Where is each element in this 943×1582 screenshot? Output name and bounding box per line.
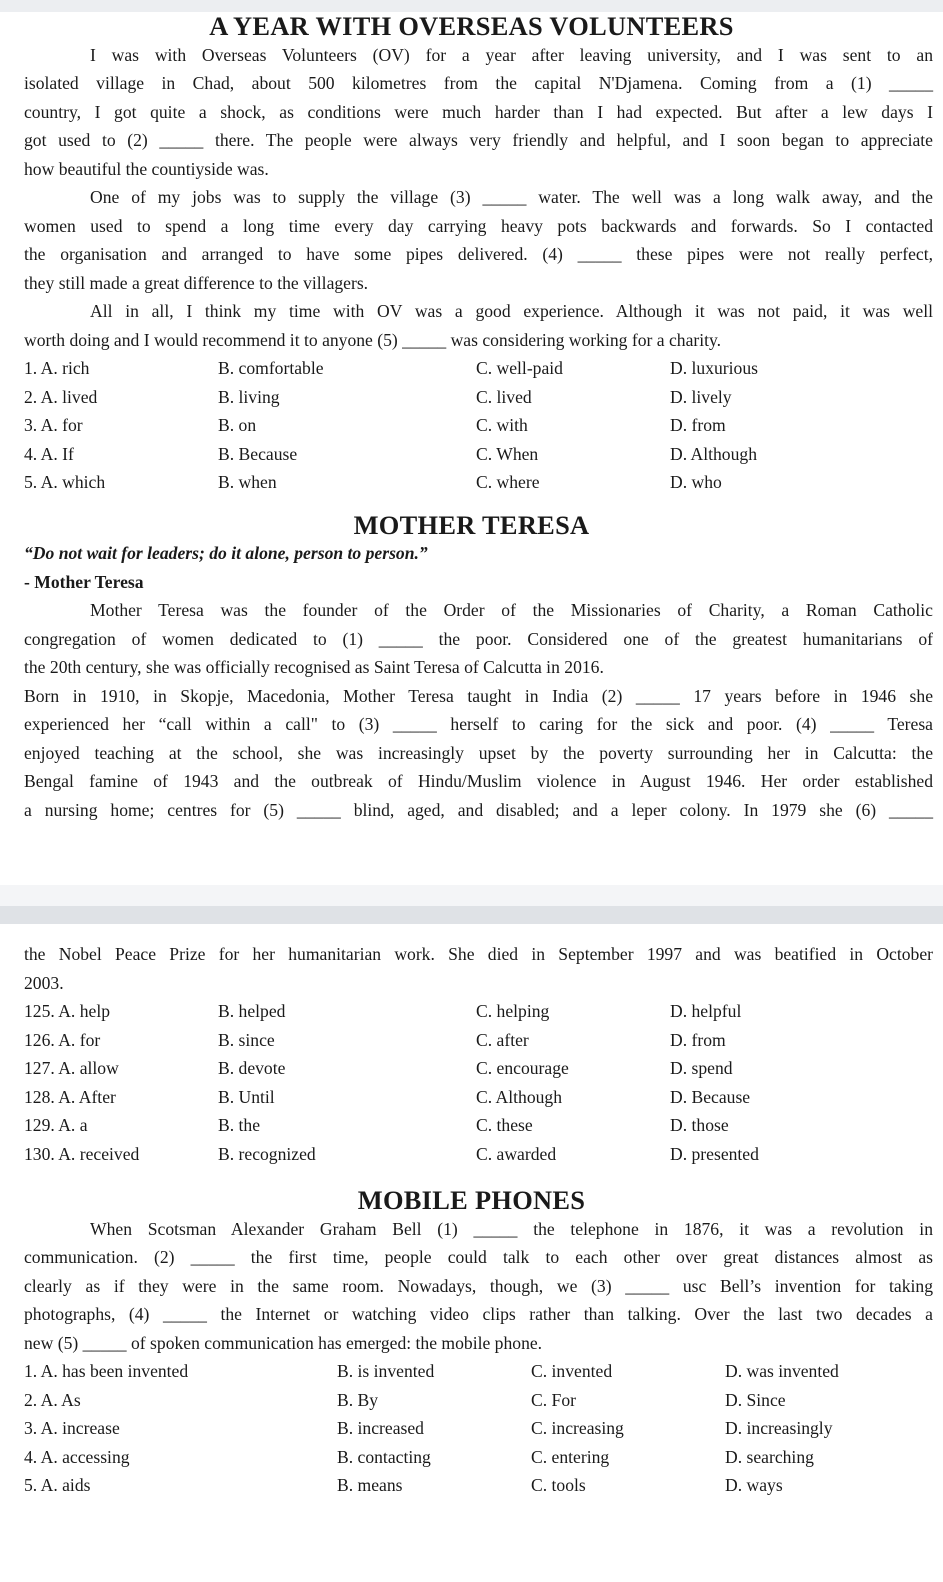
passage-mobile: [0, 1215, 943, 1358]
option-row: [0, 383, 943, 412]
option-b: B. is invented: [337, 1361, 435, 1381]
upper-page: [0, 12, 943, 824]
passage-line: women used to spend a long time every day carrying heavy pots backwards and forwards. So I contacted: [24, 215, 933, 236]
option-b: B. the: [218, 1115, 261, 1135]
option-a: 127. A. allow: [24, 1058, 119, 1078]
passage-line: how beautiful the countiyside was.: [24, 158, 269, 179]
option-c: C. encourage: [476, 1058, 569, 1078]
option-c: C. tools: [531, 1475, 586, 1495]
option-d: D. increasingly: [725, 1418, 833, 1438]
passage-line: the Nobel Peace Prize for her humanitarian work. She died in September 1997 and was beatified in October: [24, 944, 933, 964]
option-c: C. where: [476, 472, 540, 492]
option-d: D. searching: [725, 1446, 814, 1467]
option-d: D. helpful: [670, 1001, 742, 1021]
option-c: C. increasing: [531, 1418, 624, 1438]
option-b: B. recognized: [218, 1143, 316, 1164]
option-a: 125. A. help: [24, 1001, 111, 1021]
options-mobile: [0, 1357, 943, 1500]
option-b: B. helped: [218, 1001, 286, 1021]
passage-line: a nursing home; centres for (5) _____ blind, aged, and disabled; and a leper colony. In 1979 she (6) _____: [24, 799, 933, 820]
option-a: 129. A. a: [24, 1115, 88, 1135]
option-b: B. when: [218, 472, 277, 492]
passage-line: got used to (2) _____ there. The people were always very friendly and helpful, and I soon began to appreciate: [24, 130, 933, 150]
option-b: B. comfortable: [218, 358, 324, 378]
passage-line: the 20th century, she was officially recognised as Saint Teresa of Calcutta in 2016.: [24, 657, 604, 677]
option-b: B. By: [337, 1389, 379, 1410]
passage-line: Mother Teresa was the founder of the Order of the Missionaries of Charity, a Roman Catholic: [90, 600, 933, 620]
option-c: C. invented: [531, 1361, 613, 1381]
passage-line: isolated village in Chad, about 500 kilometres from the capital N'Djamena. Coming from a (1) _____: [24, 73, 933, 93]
passage-line: photographs, (4) _____ the Internet or watching video clips rather than talking. Over the last two decades a: [24, 1304, 933, 1324]
page-divider: [0, 906, 943, 924]
section-title-mobile: MOBILE PHONES: [357, 1185, 586, 1215]
option-row: [0, 1054, 943, 1083]
passage-line: 2003.: [24, 972, 64, 993]
option-d: D. from: [670, 1029, 726, 1050]
option-a: 1. A. has been invented: [24, 1361, 189, 1381]
passage-teresa: [0, 596, 943, 824]
passage-line: country, I got quite a shock, as conditions were much harder than I had expected. But after a lew days I: [24, 101, 933, 122]
epigraph-attribution: - Mother Teresa: [24, 571, 144, 592]
option-c: C. helping: [476, 1001, 550, 1021]
option-d: D. from: [670, 415, 726, 435]
option-d: D. presented: [670, 1143, 759, 1164]
passage-line: All in all, I think my time with OV was a good experience. Although it was not paid, it was well: [90, 301, 933, 321]
passage-line: worth doing and I would recommend it to anyone (5) _____ was considering working for a charity.: [24, 329, 722, 350]
option-d: D. Because: [670, 1086, 751, 1107]
option-d: D. spend: [670, 1058, 733, 1078]
option-d: D. was invented: [725, 1361, 839, 1381]
option-row: [0, 1140, 943, 1169]
passage-line: enjoyed teaching at the school, she was increasingly upset by the poverty surrounding her in Calcutta: the: [24, 742, 933, 763]
section-title-teresa: MOTHER TERESA: [353, 509, 590, 540]
option-b: B. Because: [218, 443, 298, 464]
option-d: D. Although: [670, 443, 757, 464]
option-a: 5. A. aids: [24, 1475, 91, 1495]
options-teresa: [0, 997, 943, 1168]
passage-line: When Scotsman Alexander Graham Bell (1) _____ the telephone in 1876, it was a revolution in: [90, 1218, 933, 1239]
spacer: [0, 1168, 943, 1186]
passage-line: One of my jobs was to supply the village (3) _____ water. The well was a long walk away, and the: [90, 187, 933, 207]
passage-line: they still made a great difference to the villagers.: [24, 272, 369, 293]
option-row: [0, 1083, 943, 1112]
option-a: 3. A. increase: [24, 1418, 120, 1438]
option-row: [0, 1414, 943, 1443]
option-b: B. increased: [337, 1418, 424, 1438]
option-row: [0, 411, 943, 440]
option-d: D. lively: [670, 386, 732, 407]
option-d: D. those: [670, 1115, 729, 1135]
option-a: 2. A. lived: [24, 386, 98, 407]
option-b: B. since: [218, 1029, 275, 1050]
option-c: C. lived: [476, 386, 532, 407]
spacer: [0, 497, 943, 511]
passage-line: communication. (2) _____ the first time, people could talk to each other over great distances almost as: [24, 1247, 933, 1267]
passage-line: congregation of women dedicated to (1) _____ the poor. Considered one of the greatest humanitarians of: [24, 628, 933, 649]
passage-line: the organisation and arranged to have some pipes delivered. (4) _____ these pipes were not really perfect,: [24, 244, 933, 264]
option-c: C. When: [476, 443, 539, 464]
option-row: [0, 1386, 943, 1415]
option-a: 128. A. After: [24, 1086, 116, 1107]
option-a: 130. A. received: [24, 1143, 140, 1164]
option-a: 126. A. for: [24, 1029, 101, 1050]
passage-teresa-continued: [0, 940, 943, 997]
option-row: [0, 997, 943, 1026]
passage-line: Bengal famine of 1943 and the outbreak of Hindu/Muslim violence in August 1946. Her order established: [24, 771, 933, 791]
option-a: 4. A. accessing: [24, 1446, 130, 1467]
option-c: C. entering: [531, 1446, 610, 1467]
passage-line: I was with Overseas Volunteers (OV) for a year after leaving university, and I was sent to an: [90, 44, 933, 65]
option-c: C. with: [476, 415, 528, 435]
option-a: 5. A. which: [24, 472, 106, 492]
option-c: C. after: [476, 1029, 529, 1050]
option-row: [0, 440, 943, 469]
passage-line: new (5) _____ of spoken communication has emerged: the mobile phone.: [24, 1332, 543, 1353]
passage-line: clearly as if they were in the same room. Nowadays, though, we (3) _____ usc Bell’s invention for taking: [24, 1275, 933, 1296]
option-row: [0, 354, 943, 383]
option-b: B. means: [337, 1475, 403, 1495]
passage-line: Born in 1910, in Skopje, Macedonia, Mother Teresa taught in India (2) _____ 17 years before in 1946 she: [24, 685, 933, 706]
option-b: B. Until: [218, 1086, 275, 1107]
option-b: B. devote: [218, 1058, 286, 1078]
option-a: 2. A. As: [24, 1389, 81, 1410]
option-row: [0, 1111, 943, 1140]
option-row: [0, 468, 943, 497]
epigraph-quote: “Do not wait for leaders; do it alone, person to person.”: [24, 543, 428, 563]
option-b: B. contacting: [337, 1446, 431, 1467]
option-d: D. Since: [725, 1389, 786, 1410]
option-c: C. well-paid: [476, 358, 563, 378]
option-a: 3. A. for: [24, 415, 83, 435]
option-row: [0, 1471, 943, 1500]
option-b: B. on: [218, 415, 257, 435]
passage-overseas: [0, 41, 943, 355]
option-d: D. ways: [725, 1475, 783, 1495]
option-row: [0, 1026, 943, 1055]
option-d: D. who: [670, 472, 722, 492]
option-c: C. these: [476, 1115, 533, 1135]
option-b: B. living: [218, 386, 280, 407]
passage-line: experienced her “call within a call" to (3) _____ herself to caring for the sick and poor. (4) _____ Teresa: [24, 714, 933, 734]
option-row: [0, 1357, 943, 1386]
section-title-overseas: A YEAR WITH OVERSEAS VOLUNTEERS: [209, 11, 734, 41]
option-a: 1. A. rich: [24, 358, 90, 378]
lower-page: [0, 940, 943, 1500]
option-row: [0, 1443, 943, 1472]
option-c: C. awarded: [476, 1143, 557, 1164]
option-c: C. Although: [476, 1086, 563, 1107]
page-gap: [0, 885, 943, 906]
options-overseas: [0, 354, 943, 497]
option-a: 4. A. If: [24, 443, 74, 464]
option-d: D. luxurious: [670, 358, 758, 378]
option-c: C. For: [531, 1389, 576, 1410]
